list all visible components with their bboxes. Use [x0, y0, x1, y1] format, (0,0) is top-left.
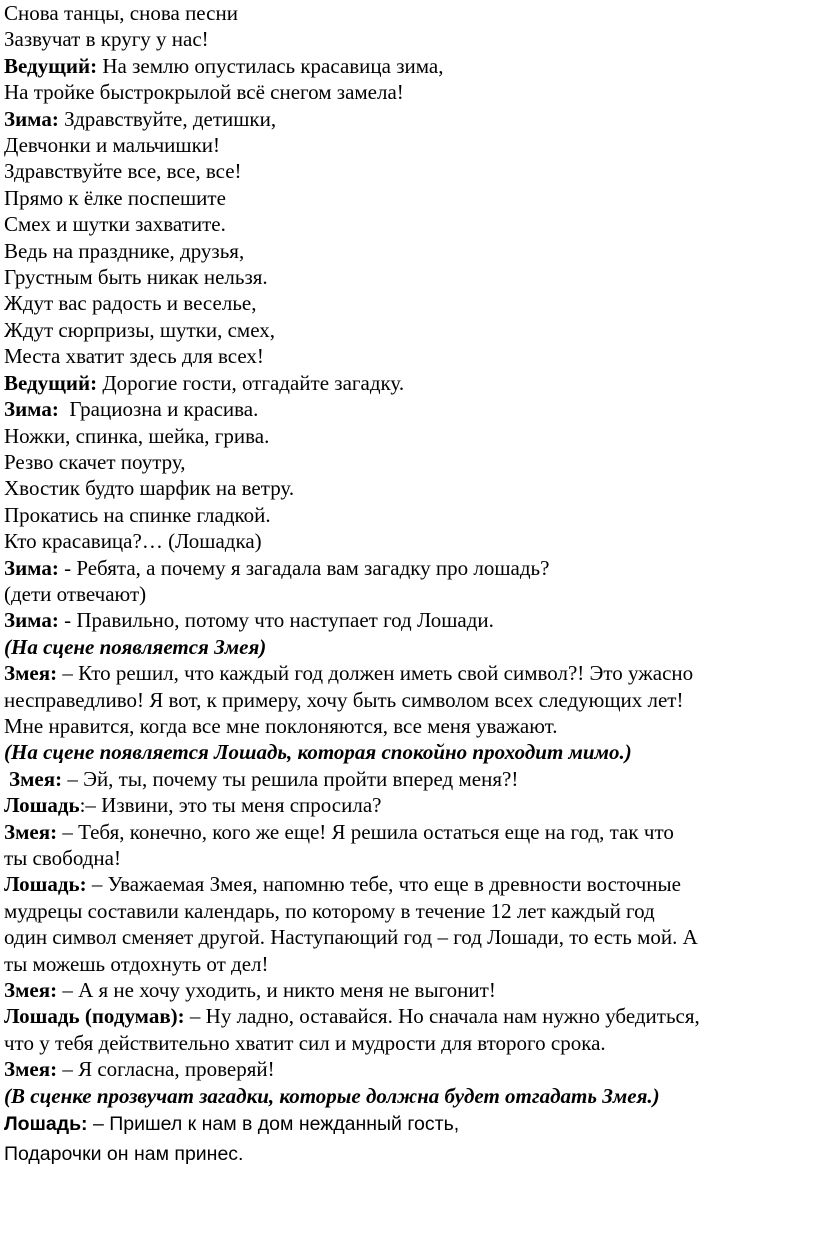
dialogue-line	[4, 53, 816, 79]
line-text: - Ребята, а почему я загадала вам загадку про лошадь?	[58, 555, 550, 580]
dialogue-line	[4, 370, 816, 396]
text-line	[4, 185, 816, 211]
speaker-name: Змея:	[4, 978, 58, 1003]
stage-direction-line	[4, 1083, 816, 1109]
line-text: На землю опустилась красавица зима,	[97, 53, 444, 78]
stage-direction-line	[4, 739, 816, 765]
stage-direction: (На сцене появляется Змея)	[4, 634, 267, 659]
speaker-name: Лошадь	[4, 793, 80, 818]
line-text: – Ну ладно, оставайся. Но сначала нам нужно убедиться,	[184, 1004, 700, 1029]
dialogue-line	[4, 766, 816, 792]
text-line	[4, 79, 816, 105]
line-text: Хвостик будто шарфик на ветру.	[4, 476, 295, 501]
line-text: – Я согласна, проверяй!	[57, 1057, 275, 1082]
line-text: - Правильно, потому что наступает год Лошади.	[58, 608, 494, 633]
speaker-name: Зима:	[4, 397, 59, 422]
text-line	[4, 0, 816, 26]
speaker-name: Зима:	[4, 555, 59, 580]
line-text: Девчонки и мальчишки!	[4, 133, 221, 158]
text-line	[4, 264, 816, 290]
text-line	[4, 211, 816, 237]
text-line	[4, 924, 816, 950]
line-text: – Уважаемая Змея, напомню тебе, что еще в древности восточные	[86, 872, 681, 897]
line-text: что у тебя действительно хватит сил и мудрости для второго срока.	[4, 1030, 606, 1055]
line-text: На тройке быстрокрылой всё снегом замела!	[4, 80, 404, 105]
line-text: ты свободна!	[4, 846, 121, 870]
line-text: :– Извини, это ты меня спросила?	[79, 793, 382, 818]
line-text: Резво скачет поутру,	[4, 449, 186, 474]
dialogue-line	[4, 106, 816, 132]
speaker-name: Змея:	[4, 819, 58, 844]
line-text: Грустным быть никак нельзя.	[4, 265, 268, 290]
line-text: Ждут сюрпризы, шутки, смех,	[4, 317, 276, 342]
dialogue-line	[4, 819, 816, 845]
text-line	[4, 238, 816, 264]
text-line	[4, 713, 816, 739]
text-line	[4, 343, 816, 369]
speaker-name: Змея:	[4, 1057, 58, 1082]
text-line	[4, 1139, 816, 1169]
text-line	[4, 132, 816, 158]
text-line	[4, 475, 816, 501]
text-line	[4, 845, 816, 871]
line-text: Места хватит здесь для всех!	[4, 344, 264, 369]
line-text: несправедливо! Я вот, к примеру, хочу быть символом всех следующих лет!	[4, 687, 684, 712]
line-text: Кто красавица?… (Лошадка)	[4, 529, 262, 554]
dialogue-line	[4, 660, 816, 686]
speaker-name: Ведущий:	[4, 53, 98, 78]
dialogue-line	[4, 1003, 816, 1029]
dialogue-line	[4, 871, 816, 897]
speaker-name: Лошадь:	[4, 872, 87, 897]
line-text: Ножки, спинка, шейка, грива.	[4, 423, 270, 448]
line-text: Грациозна и красива.	[58, 397, 259, 422]
line-text: Зазвучат в кругу у нас!	[4, 27, 209, 52]
dialogue-line	[4, 396, 816, 422]
text-line	[4, 317, 816, 343]
line-text: – Кто решил, что каждый год должен иметь свой символ?! Это ужасно	[57, 661, 694, 686]
line-text: Мне нравится, когда все мне поклоняются, все меня уважают.	[4, 713, 558, 738]
line-text: Ведь на празднике, друзья,	[4, 238, 245, 263]
speaker-name: Змея:	[9, 766, 63, 791]
dialogue-line	[4, 1109, 816, 1139]
speaker-name: Зима:	[4, 106, 59, 131]
line-text: Здравствуйте, детишки,	[58, 106, 277, 131]
stage-direction-line	[4, 634, 816, 660]
speaker-name: Лошадь (подумав):	[4, 1004, 185, 1029]
text-line	[4, 158, 816, 184]
line-text: один символ сменяет другой. Наступающий год – год Лошади, то есть мой. А	[4, 925, 698, 950]
text-line	[4, 528, 816, 554]
speaker-name: Змея:	[4, 661, 58, 686]
text-line	[4, 26, 816, 52]
line-text: – Пришел к нам в дом нежданный гость,	[87, 1113, 460, 1136]
line-text: мудрецы составили календарь, по которому в течение 12 лет каждый год	[4, 898, 655, 923]
text-line	[4, 423, 816, 449]
line-text: Прокатись на спинке гладкой.	[4, 502, 271, 527]
text-line	[4, 502, 816, 528]
line-text: Прямо к ёлке поспешите	[4, 185, 226, 210]
line-text: (дети отвечают)	[4, 581, 147, 606]
dialogue-line	[4, 555, 816, 581]
text-line	[4, 687, 816, 713]
speaker-name: Ведущий:	[4, 370, 98, 395]
line-text: – Эй, ты, почему ты решила пройти вперед меня?!	[62, 766, 519, 791]
stage-direction: (В сценке прозвучат загадки, которые должна будет отгадать Змея.)	[4, 1083, 660, 1108]
line-text: Здравствуйте все, все, все!	[4, 159, 242, 184]
text-line	[4, 898, 816, 924]
line-text: Ждут вас радость и веселье,	[4, 291, 257, 316]
dialogue-line	[4, 1056, 816, 1082]
line-text: Снова танцы, снова песни	[4, 1, 238, 25]
speaker-name: Лошадь:	[4, 1113, 88, 1136]
dialogue-line	[4, 977, 816, 1003]
line-text: ты можешь отдохнуть от дел!	[4, 951, 269, 976]
line-text: – Тебя, конечно, кого же еще! Я решила остаться еще на год, так что	[57, 819, 674, 844]
text-line	[4, 1030, 816, 1056]
line-text: Дорогие гости, отгадайте загадку.	[97, 370, 405, 395]
text-line	[4, 951, 816, 977]
dialogue-line	[4, 607, 816, 633]
speaker-name: Зима:	[4, 608, 59, 633]
text-line	[4, 581, 816, 607]
text-line	[4, 290, 816, 316]
line-text: Смех и шутки захватите.	[4, 212, 226, 237]
text-line	[4, 449, 816, 475]
dialogue-line	[4, 792, 816, 818]
line-text: – А я не хочу уходить, и никто меня не выгонит!	[57, 978, 496, 1003]
stage-direction: (На сцене появляется Лошадь, которая спокойно проходит мимо.)	[4, 740, 632, 765]
line-text: Подарочки он нам принес.	[4, 1143, 244, 1166]
